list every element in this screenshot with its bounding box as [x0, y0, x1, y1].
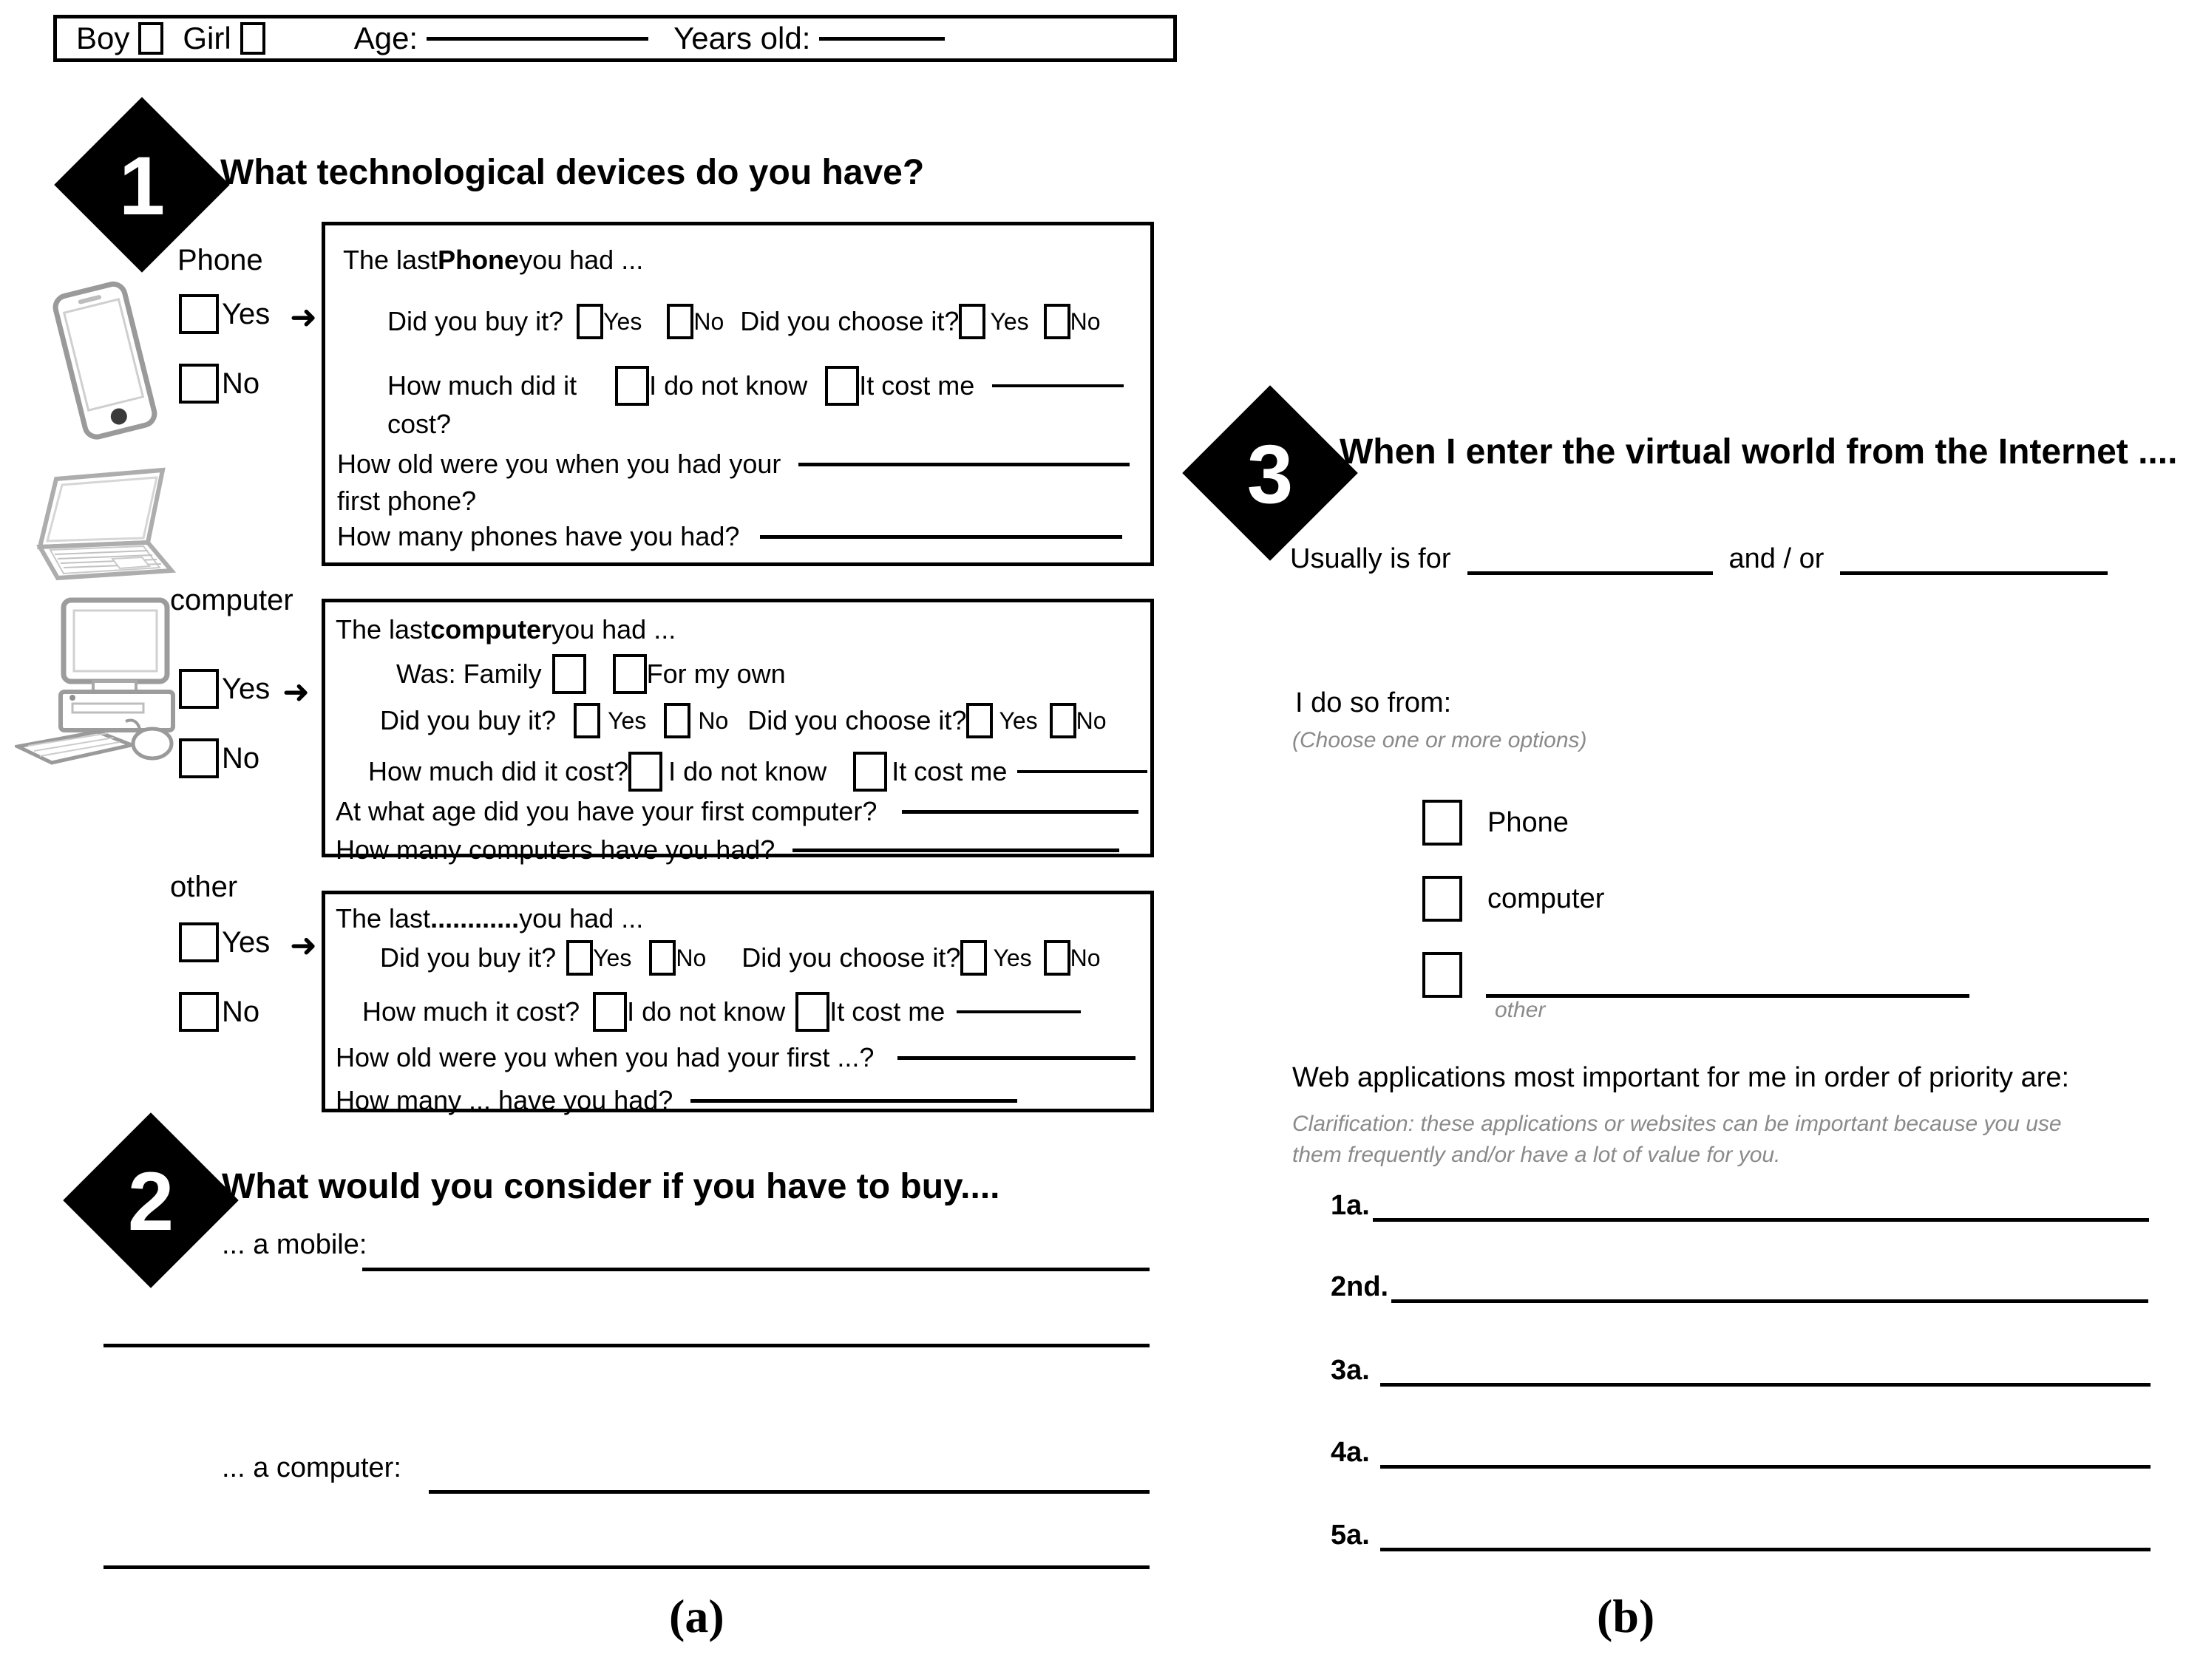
girl-checkbox[interactable]	[240, 22, 265, 55]
phone-cost-row	[387, 366, 1124, 406]
phone-no-row[interactable]	[179, 364, 270, 404]
buy-computer-label: ... a computer:	[222, 1452, 401, 1483]
i-do-so-from-label: I do so from:	[1295, 687, 1452, 718]
computer-cost-question: How much did it cost?	[368, 756, 629, 786]
phone-yes-checkbox[interactable]	[179, 294, 219, 334]
computer-cost-row	[368, 752, 1147, 792]
other-flow-arrow-icon: ➜	[290, 928, 317, 964]
phone-count-row	[337, 521, 1122, 552]
computer-count-row	[336, 834, 1119, 865]
computer-buy-no-checkbox[interactable]	[664, 703, 690, 738]
other-intro-bold: ............	[430, 903, 520, 933]
other-buy-yes-checkbox[interactable]	[566, 940, 593, 976]
phone-intro-prefix: The last	[343, 245, 438, 275]
other-yes-label: Yes	[222, 925, 271, 959]
phone-age-question-line2: first phone?	[337, 486, 477, 516]
section-2-title: What would you consider if you have to buy....	[222, 1167, 1000, 1206]
other-have-choice	[179, 922, 270, 1048]
phone-choose-question: Did you choose it?	[740, 306, 960, 336]
boy-checkbox[interactable]	[138, 22, 163, 55]
computer-choose-no-label: No	[1076, 707, 1107, 734]
usually-prefix-label: Usually is for	[1290, 543, 1451, 574]
phone-illustration	[41, 272, 167, 453]
other-choose-question: Did you choose it?	[741, 942, 961, 973]
web-app-item-1-number: 1a.	[1331, 1190, 1370, 1221]
other-cost-amount-line[interactable]	[957, 1010, 1081, 1013]
computer-was-question: Was: Family	[396, 659, 542, 689]
do-so-from-option-phone[interactable]	[1422, 800, 1569, 846]
do-so-from-option-computer[interactable]	[1422, 876, 1604, 922]
computer-cost-amount-line[interactable]	[1017, 770, 1147, 773]
phone-cost-unknown-label: I do not know	[649, 370, 808, 401]
phone-choose-no-label: No	[1070, 307, 1101, 335]
phone-buy-row	[387, 304, 1101, 339]
web-app-item-2	[1331, 1271, 2148, 1303]
years-old-input-line[interactable]	[819, 37, 945, 41]
computer-yes-label: Yes	[222, 672, 271, 705]
other-intro-prefix: The last	[336, 903, 431, 933]
computer-intro-bold: computer	[430, 614, 552, 645]
computer-family-checkbox[interactable]	[552, 654, 586, 694]
computer-buy-yes-label: Yes	[608, 707, 647, 734]
web-app-item-2-number: 2nd.	[1331, 1271, 1389, 1302]
usually-answer-line-2[interactable]	[1840, 571, 2108, 575]
girl-label: Girl	[183, 21, 231, 55]
phone-intro-line	[343, 245, 643, 276]
years-old-label: Years old:	[673, 21, 811, 55]
phone-choose-no-checkbox[interactable]	[1044, 304, 1070, 339]
phone-cost-amount-line[interactable]	[992, 384, 1124, 387]
computer-ownership-row	[396, 654, 786, 694]
computer-age-answer-line[interactable]	[902, 810, 1138, 814]
computer-have-choice	[179, 669, 270, 795]
computer-buy-row	[380, 703, 1107, 738]
phone-have-choice	[179, 294, 270, 420]
section-1-title: What technological devices do you have?	[220, 153, 925, 192]
other-cost-question: How much it cost?	[362, 996, 580, 1027]
computer-age-row	[336, 796, 1138, 827]
age-label: Age:	[353, 21, 418, 55]
do-so-from-note: (Choose one or more options)	[1292, 728, 1587, 752]
phone-buy-question: Did you buy it?	[387, 306, 564, 336]
usually-answer-line-1[interactable]	[1467, 571, 1713, 575]
phone-question-box	[322, 222, 1154, 566]
phone-age-row	[337, 449, 1130, 480]
other-count-answer-line[interactable]	[690, 1099, 1017, 1103]
other-intro-line	[336, 903, 643, 934]
buy-computer-line-2[interactable]	[103, 1565, 1150, 1569]
phone-buy-yes-label: Yes	[603, 307, 642, 335]
computer-choose-yes-label: Yes	[999, 707, 1038, 734]
do-so-other-input-line[interactable]	[1486, 994, 1969, 998]
web-app-item-4-number: 4a.	[1331, 1437, 1370, 1468]
phone-cost-known-checkbox[interactable]	[825, 366, 859, 406]
do-so-computer-checkbox[interactable]	[1422, 876, 1462, 922]
do-so-phone-label: Phone	[1487, 806, 1569, 838]
age-input-line[interactable]	[427, 37, 648, 41]
buy-mobile-line-1[interactable]	[362, 1268, 1150, 1271]
phone-no-label: No	[222, 367, 260, 400]
section-3-title: When I enter the virtual world from the Internet ....	[1340, 432, 2178, 472]
other-buy-question: Did you buy it?	[380, 942, 557, 973]
computer-cost-known-checkbox[interactable]	[853, 752, 887, 792]
web-app-item-1	[1331, 1190, 2149, 1222]
web-apps-note-line-2: them frequently and/or have a lot of value for you.	[1292, 1143, 1781, 1167]
web-app-item-3-number: 3a.	[1331, 1355, 1370, 1386]
phone-flow-arrow-icon: ➜	[290, 299, 317, 336]
web-apps-heading: Web applications most important for me in order of priority are:	[1292, 1062, 2070, 1093]
other-choose-no-label: No	[1070, 944, 1101, 971]
computer-intro-prefix: The last	[336, 614, 431, 645]
other-cost-known-label: It cost me	[829, 996, 946, 1027]
phone-cost-unknown-checkbox[interactable]	[615, 366, 649, 406]
other-buy-row	[380, 940, 1101, 976]
phone-cost-question-line2: cost?	[387, 409, 452, 439]
usually-joiner-label: and / or	[1728, 543, 1825, 574]
other-buy-yes-label: Yes	[593, 944, 632, 971]
computer-intro-line	[336, 614, 676, 645]
other-yes-row[interactable]	[179, 922, 270, 962]
web-app-item-3	[1331, 1355, 2151, 1387]
other-choose-yes-label: Yes	[993, 944, 1032, 971]
computer-cost-unknown-checkbox[interactable]	[628, 752, 662, 792]
phone-intro-bold: Phone	[438, 245, 520, 275]
phone-choose-yes-label: Yes	[990, 307, 1029, 335]
buy-mobile-label: ... a mobile:	[222, 1229, 367, 1260]
computer-choose-question: Did you choose it?	[747, 705, 967, 735]
buy-mobile-line-2[interactable]	[103, 1344, 1150, 1347]
computer-yes-row[interactable]	[179, 669, 270, 709]
do-so-phone-checkbox[interactable]	[1422, 800, 1462, 846]
computer-intro-suffix: you had ...	[551, 614, 676, 645]
web-app-item-4-line[interactable]	[1380, 1465, 2151, 1469]
phone-age-answer-line[interactable]	[798, 463, 1130, 466]
other-choose-yes-checkbox[interactable]	[960, 940, 987, 976]
computer-buy-yes-checkbox[interactable]	[574, 703, 600, 738]
section-3-number: 3	[1246, 428, 1294, 520]
buy-computer-line-1[interactable]	[429, 1490, 1150, 1494]
other-age-answer-line[interactable]	[897, 1056, 1136, 1060]
computer-own-label: For my own	[646, 659, 786, 689]
do-so-other-checkbox[interactable]	[1422, 952, 1462, 998]
computer-yes-checkbox[interactable]	[179, 669, 219, 709]
other-age-row	[336, 1042, 1136, 1073]
other-cost-unknown-label: I do not know	[627, 996, 786, 1027]
other-question-box	[322, 891, 1154, 1115]
phone-count-answer-line[interactable]	[760, 535, 1122, 539]
other-cost-row	[362, 992, 1081, 1032]
web-app-item-5-line[interactable]	[1380, 1548, 2151, 1551]
other-cost-unknown-checkbox[interactable]	[593, 992, 627, 1032]
web-app-item-5	[1331, 1520, 2151, 1551]
computer-own-checkbox[interactable]	[613, 654, 647, 694]
other-no-checkbox[interactable]	[179, 992, 219, 1032]
phone-buy-no-checkbox[interactable]	[667, 304, 693, 339]
web-app-item-3-line[interactable]	[1380, 1383, 2151, 1387]
computer-choose-yes-checkbox[interactable]	[966, 703, 993, 738]
figure-caption-a: (a)	[669, 1590, 724, 1642]
computer-choose-no-checkbox[interactable]	[1050, 703, 1076, 738]
other-choose-no-checkbox[interactable]	[1044, 940, 1070, 976]
other-intro-suffix: you had ...	[519, 903, 644, 933]
other-count-row	[336, 1085, 1017, 1116]
phone-count-question: How many phones have you had?	[337, 521, 740, 551]
web-app-item-2-line[interactable]	[1391, 1299, 2148, 1303]
phone-cost-known-label: It cost me	[859, 370, 975, 401]
other-no-row[interactable]	[179, 992, 270, 1032]
computer-age-question: At what age did you have your first computer?	[336, 796, 878, 826]
phone-intro-suffix: you had ...	[519, 245, 644, 275]
other-no-label: No	[222, 995, 260, 1028]
usually-is-for-row	[1290, 543, 2108, 575]
phone-buy-yes-checkbox[interactable]	[577, 304, 603, 339]
computer-question-box	[322, 599, 1154, 865]
other-count-question: How many ... have you had?	[336, 1085, 673, 1115]
computer-no-label: No	[222, 741, 260, 775]
phone-age-question-line1: How old were you when you had your	[337, 449, 781, 479]
do-so-other-caption: other	[1495, 998, 1546, 1022]
computer-flow-arrow-icon: ➜	[282, 674, 310, 710]
computer-count-answer-line[interactable]	[792, 848, 1119, 852]
phone-yes-label: Yes	[222, 297, 271, 330]
other-age-question: How old were you when you had your first ...?	[336, 1042, 875, 1072]
laptop-illustration	[18, 466, 180, 595]
computer-no-row[interactable]	[179, 738, 270, 778]
web-apps-note-line-1: Clarification: these applications or websites can be important because you use	[1292, 1112, 2062, 1136]
other-buy-no-label: No	[676, 944, 707, 971]
computer-cost-unknown-label: I do not know	[668, 756, 827, 786]
other-buy-no-checkbox[interactable]	[649, 940, 676, 976]
phone-yes-row[interactable]	[179, 294, 270, 334]
computer-count-question: How many computers have you had?	[336, 834, 775, 865]
section-2-number: 2	[127, 1155, 174, 1248]
desktop-computer-illustration	[15, 591, 200, 772]
web-app-item-1-line[interactable]	[1373, 1218, 2149, 1222]
phone-choose-yes-checkbox[interactable]	[959, 304, 985, 339]
computer-no-checkbox[interactable]	[179, 738, 219, 778]
web-app-item-4	[1331, 1437, 2151, 1469]
figure-caption-b: (b)	[1597, 1590, 1655, 1642]
respondent-header	[53, 15, 1177, 62]
computer-cost-known-label: It cost me	[892, 756, 1008, 786]
section-1-number: 1	[118, 140, 166, 232]
section-2-diamond	[63, 1112, 239, 1288]
web-app-item-5-number: 5a.	[1331, 1520, 1370, 1551]
device-label-other: other	[170, 871, 238, 903]
do-so-from-option-other[interactable]	[1422, 952, 1969, 998]
phone-buy-no-label: No	[693, 307, 724, 335]
device-label-phone: Phone	[177, 244, 263, 276]
boy-label: Boy	[76, 21, 130, 55]
section-3-diamond	[1182, 385, 1358, 561]
do-so-computer-label: computer	[1487, 882, 1605, 914]
other-yes-checkbox[interactable]	[179, 922, 219, 962]
phone-no-checkbox[interactable]	[179, 364, 219, 404]
phone-cost-question-line1: How much did it	[387, 370, 577, 401]
computer-buy-question: Did you buy it?	[380, 705, 557, 735]
other-cost-known-checkbox[interactable]	[795, 992, 829, 1032]
computer-buy-no-label: No	[698, 707, 729, 734]
device-label-computer: computer	[170, 584, 293, 616]
